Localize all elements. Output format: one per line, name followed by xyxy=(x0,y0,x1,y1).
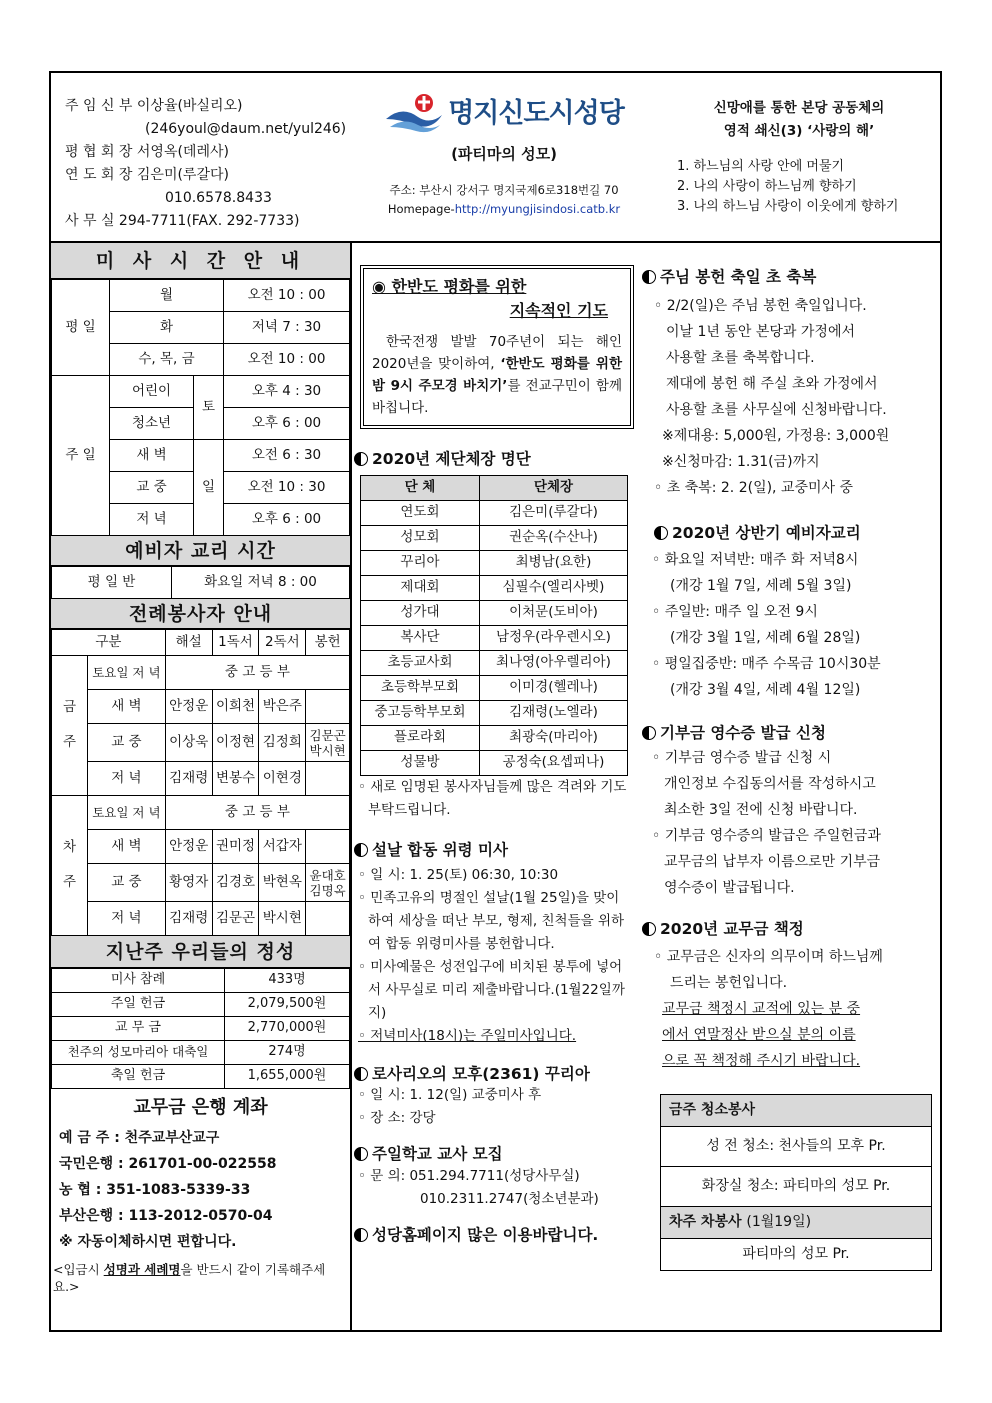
homepage-heading xyxy=(354,1225,642,1245)
middle-column xyxy=(354,243,642,1330)
cell: 오후 4 : 30 xyxy=(224,376,350,408)
cell: 2독서 xyxy=(259,630,306,656)
lunar-title: 설날 합동 위령 미사 xyxy=(372,841,508,860)
half-circle-icon xyxy=(354,843,368,857)
cell: 이희천 xyxy=(212,690,259,724)
council-president: 평 협 회 장 서영옥(데레사) xyxy=(65,144,229,160)
receipt-line: 최소한 3일 전에 신청 바랍니다. xyxy=(664,802,858,819)
cell: 해설 xyxy=(165,630,212,656)
half-circle-icon xyxy=(654,526,668,540)
half-circle-icon xyxy=(354,1067,368,1081)
homepage-link[interactable]: http://myungjisindosi.catb.kr xyxy=(454,201,621,216)
cell: 1,655,000원 xyxy=(225,1065,350,1089)
cell: 단체장 xyxy=(479,476,627,501)
header xyxy=(51,73,940,243)
candle-heading xyxy=(642,267,940,287)
cell xyxy=(306,690,350,724)
theme-line2: 영적 쇄신(3) ‘사랑의 해’ xyxy=(723,123,875,139)
orgs-note: ◦ 새로 임명된 봉사자님들께 많은 격려와 기도 부탁드립니다. xyxy=(358,779,627,819)
weekday-label: 평 일 xyxy=(52,280,110,376)
dues-heading xyxy=(642,919,940,939)
church-name: 명지신도시성당 xyxy=(448,98,624,130)
cell: 2,079,500원 xyxy=(225,993,350,1017)
bank-title: 교무금 은행 계좌 xyxy=(133,1097,268,1118)
note-part: 성명과 세례명 xyxy=(103,1262,181,1277)
sunday-label: 주 일 xyxy=(52,376,110,536)
peace-title1: ◉ 한반도 평화를 위한 xyxy=(372,277,527,296)
lunar-item: ◦ 저녁미사(18시)는 주일미사입니다. xyxy=(358,1028,577,1045)
cell: 박현옥 xyxy=(259,864,306,902)
receipt-title: 기부금 영수증 발급 신청 xyxy=(660,724,826,743)
cell: 중 고 등 부 xyxy=(165,796,349,830)
catechism-line: ◦ 주일반: 매주 일 오전 9시 xyxy=(652,604,818,621)
receipt-line: 영수증이 발급됩니다. xyxy=(664,880,795,897)
cell: 김정희 xyxy=(259,724,306,762)
cell: 제대회 xyxy=(361,576,480,601)
cell: 저 녁 xyxy=(88,902,166,936)
candle-title: 주님 봉헌 축일 초 축복 xyxy=(660,268,817,286)
homepage-label: Homepage- xyxy=(387,201,455,216)
bank-line: 부산은행 : 113-2012-0570-04 xyxy=(59,1208,273,1224)
bank-line: ※ 자동이체하시면 편합니다. xyxy=(59,1234,237,1250)
address: 주소: 부산시 강서구 명지국제6로318번길 70 xyxy=(389,182,619,197)
catechism-line: (개강 3월 1일, 세례 6월 28일) xyxy=(670,630,861,647)
orgs-heading xyxy=(354,449,642,469)
service-table xyxy=(660,1094,932,1271)
receipt-heading xyxy=(642,723,940,743)
receipt-line: 개인정보 수집동의서를 작성하시고 xyxy=(664,776,876,793)
orgs-table xyxy=(360,475,628,776)
half-circle-icon xyxy=(354,1147,368,1161)
teacher-item: 010.2311.2747(청소년분과) xyxy=(420,1190,599,1207)
cell: 이처문(도비아) xyxy=(479,601,627,626)
right-column xyxy=(642,243,940,1330)
cell: 중 고 등 부 xyxy=(165,656,349,690)
candle-line: ※신청마감: 1.31(금)까지 xyxy=(662,454,820,471)
lunar-heading xyxy=(354,840,642,860)
bank-line: 예 금 주 : 천주교부산교구 xyxy=(59,1130,220,1146)
cell: 어린이 xyxy=(110,376,194,408)
cell: 새 벽 xyxy=(88,830,166,864)
receipt-line: 교무금의 납부자 이름으로만 기부금 xyxy=(664,854,881,871)
bank-line: 농 협 : 351-1083-5339-33 xyxy=(59,1182,251,1198)
cleaning-title: 금주 청소봉사 xyxy=(661,1094,932,1126)
cell: 성물방 xyxy=(361,751,480,776)
offering-table xyxy=(51,968,350,1089)
cell: 주일 헌금 xyxy=(52,993,225,1017)
cell: 성가대 xyxy=(361,601,480,626)
cell xyxy=(306,902,350,936)
cell: 남정우(라우렌시오) xyxy=(479,626,627,651)
offering-title: 지난주 우리들의 정성 xyxy=(51,936,350,968)
yearly-theme xyxy=(659,97,939,217)
cell: 오전 10 : 00 xyxy=(224,344,350,376)
cell: 천주의 성모마리아 대축일 xyxy=(52,1041,225,1065)
cell: 274명 xyxy=(225,1041,350,1065)
receipt-line: ◦ 기부금 영수증의 발급은 주일헌금과 xyxy=(652,828,881,845)
church-logo-icon xyxy=(384,93,444,135)
dues-line: 교무금 책정시 교적에 있는 분 중 xyxy=(662,1000,861,1017)
candle-line: ◦ 2/2(일)은 주님 봉헌 축일입니다. xyxy=(654,298,867,315)
peace-text: 를 전교구민이 함께 바칩니다. xyxy=(372,378,622,416)
peace-text: 한국전쟁 발발 70주년이 되는 해인 2020년을 맞이하여, xyxy=(372,334,622,372)
cell: 저녁 7 : 30 xyxy=(224,312,350,344)
pastor-email: (246youl@daum.net/yul246) xyxy=(145,121,347,137)
candle-line: 사용할 초를 축복합니다. xyxy=(666,350,815,367)
homepage-line xyxy=(359,200,649,219)
cell: 토 xyxy=(194,376,224,440)
cell: 윤대호 김명옥 xyxy=(306,864,350,902)
catechumen-label: 평 일 반 xyxy=(52,567,172,599)
peace-prayer-box xyxy=(360,265,634,429)
cell xyxy=(306,830,350,864)
dues-title: 2020년 교무금 책정 xyxy=(660,920,804,939)
cell: 오전 10 : 00 xyxy=(224,280,350,312)
note-part: 을 반드시 같이 기록해주세요.> xyxy=(53,1262,326,1294)
cell: 저 녁 xyxy=(88,762,166,796)
rosary-item: ◦ 장 소: 강당 xyxy=(358,1110,436,1127)
peace-body xyxy=(372,331,622,419)
cell: 서갑자 xyxy=(259,830,306,864)
theme-item: 2. 나의 사랑이 하느님께 향하기 xyxy=(677,179,857,194)
cell: 2,770,000원 xyxy=(225,1017,350,1041)
theme-item: 1. 하느님의 사랑 안에 머물기 xyxy=(677,159,845,174)
receipt-line: ◦ 기부금 영수증 발급 신청 시 xyxy=(652,750,832,767)
peace-text: ‘한반도 평화를 위한 밤 9시 주모경 바치기’ xyxy=(372,356,622,394)
yeondo-president: 연 도 회 장 김은미(루갈다) xyxy=(65,167,229,183)
bank-accounts xyxy=(51,1089,350,1261)
cleaning-restroom: 화장실 청소: 파티마의 성모 Pr. xyxy=(661,1166,932,1206)
cell: 중고등학부모회 xyxy=(361,701,480,726)
cell: 새 벽 xyxy=(88,690,166,724)
cell: 김재령 xyxy=(165,902,212,936)
cell: 플로라회 xyxy=(361,726,480,751)
cell: 김경호 xyxy=(212,864,259,902)
dues-line: 드리는 봉헌입니다. xyxy=(670,974,788,991)
cell: 공정숙(요셉피나) xyxy=(479,751,627,776)
car-title-cell xyxy=(661,1206,932,1238)
cell: 오후 6 : 00 xyxy=(224,408,350,440)
cell: 권미정 xyxy=(212,830,259,864)
dues-line: 으로 꼭 책정해 주시기 바랍니다. xyxy=(662,1052,861,1069)
teacher-item: ◦ 문 의: 051.294.7711(성당사무실) xyxy=(358,1167,580,1184)
teacher-heading xyxy=(354,1144,642,1164)
dues-line: ◦ 교무금은 신자의 의무이며 하느님께 xyxy=(654,948,883,965)
cell: 김은미(루갈다) xyxy=(479,501,627,526)
mass-times-table xyxy=(51,279,350,536)
cell: 성모회 xyxy=(361,526,480,551)
cell: 김재령(노엘라) xyxy=(479,701,627,726)
cell: 화 xyxy=(110,312,224,344)
liturgy-title: 전례봉사자 안내 xyxy=(51,599,350,629)
office-phone: 사 무 실 294-7711(FAX. 292-7733) xyxy=(65,213,300,229)
cell: 차 주 xyxy=(52,796,88,936)
church-title xyxy=(359,93,649,219)
half-circle-icon xyxy=(354,1228,368,1242)
half-circle-icon xyxy=(642,270,656,284)
catechism-title: 2020년 상반기 예비자교리 xyxy=(672,524,861,543)
homepage-title: 성당홈페이지 많은 이용바랍니다. xyxy=(372,1225,599,1244)
bank-line: 국민은행 : 261701-00-022558 xyxy=(59,1156,277,1172)
left-column xyxy=(51,243,352,1330)
cell: 이현경 xyxy=(259,762,306,796)
rosary-heading xyxy=(354,1064,642,1084)
cell: 저 녁 xyxy=(110,504,194,536)
cell: 오후 6 : 00 xyxy=(224,504,350,536)
cell: 오전 10 : 30 xyxy=(224,472,350,504)
cleaning-sanctuary: 성 전 청소: 천사들의 모후 Pr. xyxy=(661,1126,932,1166)
liturgy-table xyxy=(51,629,350,936)
half-circle-icon xyxy=(354,452,368,466)
cell: 일 xyxy=(194,440,224,536)
peace-title2: 지속적인 기도 xyxy=(509,301,608,320)
cell: 박시현 xyxy=(259,902,306,936)
cell: 청소년 xyxy=(110,408,194,440)
cell: 이상욱 xyxy=(165,724,212,762)
cell: 1독서 xyxy=(212,630,259,656)
cell: 최광숙(마리아) xyxy=(479,726,627,751)
cell: 교 중 xyxy=(88,864,166,902)
theme-item: 3. 나의 하느님 사랑이 이웃에게 향하기 xyxy=(677,199,899,214)
bulletin-page xyxy=(49,71,942,1332)
cell: 토요일 저 녁 xyxy=(88,656,166,690)
cell: 박은주 xyxy=(259,690,306,724)
phone: 010.6578.8433 xyxy=(165,190,272,206)
candle-line: 이날 1년 동안 본당과 가정에서 xyxy=(666,324,855,341)
lunar-item: ◦ 민족고유의 명절인 설날(1월 25일)을 맞이하여 세상을 떠난 부모, 형제, 친척들을 위하여 합동 위령미사를 봉헌합니다. xyxy=(358,890,625,953)
lunar-item: ◦ 일 시: 1. 25(토) 06:30, 10:30 xyxy=(358,867,559,884)
cell: 변봉수 xyxy=(212,762,259,796)
teacher-title: 주일학교 교사 모집 xyxy=(372,1145,503,1164)
theme-line1: 신망애를 통한 본당 공동체의 xyxy=(713,100,885,116)
car-date: (1월19일) xyxy=(746,1213,812,1230)
candle-line: 사용할 초를 사무실에 신청바랍니다. xyxy=(666,402,887,419)
cell: 교 중 xyxy=(88,724,166,762)
catechumen-title: 예비자 교리 시간 xyxy=(51,536,350,566)
catechism-heading xyxy=(642,523,940,543)
orgs-title: 2020년 제단체장 명단 xyxy=(372,450,531,468)
cell: 초등학부모회 xyxy=(361,676,480,701)
cell: 토요일 저 녁 xyxy=(88,796,166,830)
cell: 오전 6 : 30 xyxy=(224,440,350,472)
catechism-line: (개강 1월 7일, 세례 5월 3일) xyxy=(670,578,852,595)
bank-note xyxy=(51,1261,350,1295)
half-circle-icon xyxy=(642,922,656,936)
cell: 꾸리아 xyxy=(361,551,480,576)
cell: 교 무 금 xyxy=(52,1017,225,1041)
rosary-title: 로사리오의 모후(2361) 꾸리아 xyxy=(372,1065,590,1084)
cell xyxy=(306,762,350,796)
cell: 복사단 xyxy=(361,626,480,651)
cell: 축일 헌금 xyxy=(52,1065,225,1089)
cell: 미사 참례 xyxy=(52,969,225,993)
dues-line: 에서 연말정산 받으실 분의 이름 xyxy=(662,1026,856,1043)
cell: 김문곤 박시현 xyxy=(306,724,350,762)
car-service: 파티마의 성모 Pr. xyxy=(661,1238,932,1270)
half-circle-icon xyxy=(642,726,656,740)
cell: 최병남(요한) xyxy=(479,551,627,576)
cell: 최나영(아우렐리아) xyxy=(479,651,627,676)
catechism-line: ◦ 평일집중반: 매주 수목금 10시30분 xyxy=(652,656,881,673)
cell: 안정운 xyxy=(165,830,212,864)
cell: 433명 xyxy=(225,969,350,993)
cell: 월 xyxy=(110,280,224,312)
cell: 김문곤 xyxy=(212,902,259,936)
cell: 새 벽 xyxy=(110,440,194,472)
cell: 권순옥(수산나) xyxy=(479,526,627,551)
cell: 초등교사회 xyxy=(361,651,480,676)
candle-line: 제대에 봉헌 해 주실 초와 가정에서 xyxy=(666,376,878,393)
cell: 수, 목, 금 xyxy=(110,344,224,376)
note-part: <입금시 xyxy=(53,1262,104,1277)
pastor: 주 임 신 부 이상율(바실리오) xyxy=(65,98,243,114)
cell: 김재령 xyxy=(165,762,212,796)
patron: (파티마의 성모) xyxy=(451,145,557,163)
cell: 황영자 xyxy=(165,864,212,902)
cell: 교 중 xyxy=(110,472,194,504)
catechism-line: ◦ 화요일 저녁반: 매주 화 저녁8시 xyxy=(652,552,859,569)
catechism-line: (개강 3월 4일, 세례 4월 12일) xyxy=(670,682,861,699)
cell: 연도회 xyxy=(361,501,480,526)
cell: 안정운 xyxy=(165,690,212,724)
cell: 심필수(엘리사벳) xyxy=(479,576,627,601)
cell: 구분 xyxy=(52,630,166,656)
lunar-item: ◦ 미사예물은 성전입구에 비치된 봉투에 넣어서 사무실로 미리 제출바랍니다.(1월22일까지) xyxy=(358,959,625,1022)
cell: 단 체 xyxy=(361,476,480,501)
candle-line: ◦ 초 축복: 2. 2(일), 교중미사 중 xyxy=(654,480,854,497)
cell: 이정현 xyxy=(212,724,259,762)
candle-line: ※제대용: 5,000원, 가정용: 3,000원 xyxy=(662,428,890,445)
cell: 금 주 xyxy=(52,656,88,796)
catechumen-time: 화요일 저녁 8 : 00 xyxy=(172,567,350,599)
car-title: 차주 차봉사 xyxy=(669,1213,742,1230)
staff-info xyxy=(65,95,355,233)
cell: 봉헌 xyxy=(306,630,350,656)
rosary-item: ◦ 일 시: 1. 12(일) 교중미사 후 xyxy=(358,1087,542,1104)
mass-times-title: 미 사 시 간 안 내 xyxy=(51,243,350,279)
cell: 이미경(헬레나) xyxy=(479,676,627,701)
